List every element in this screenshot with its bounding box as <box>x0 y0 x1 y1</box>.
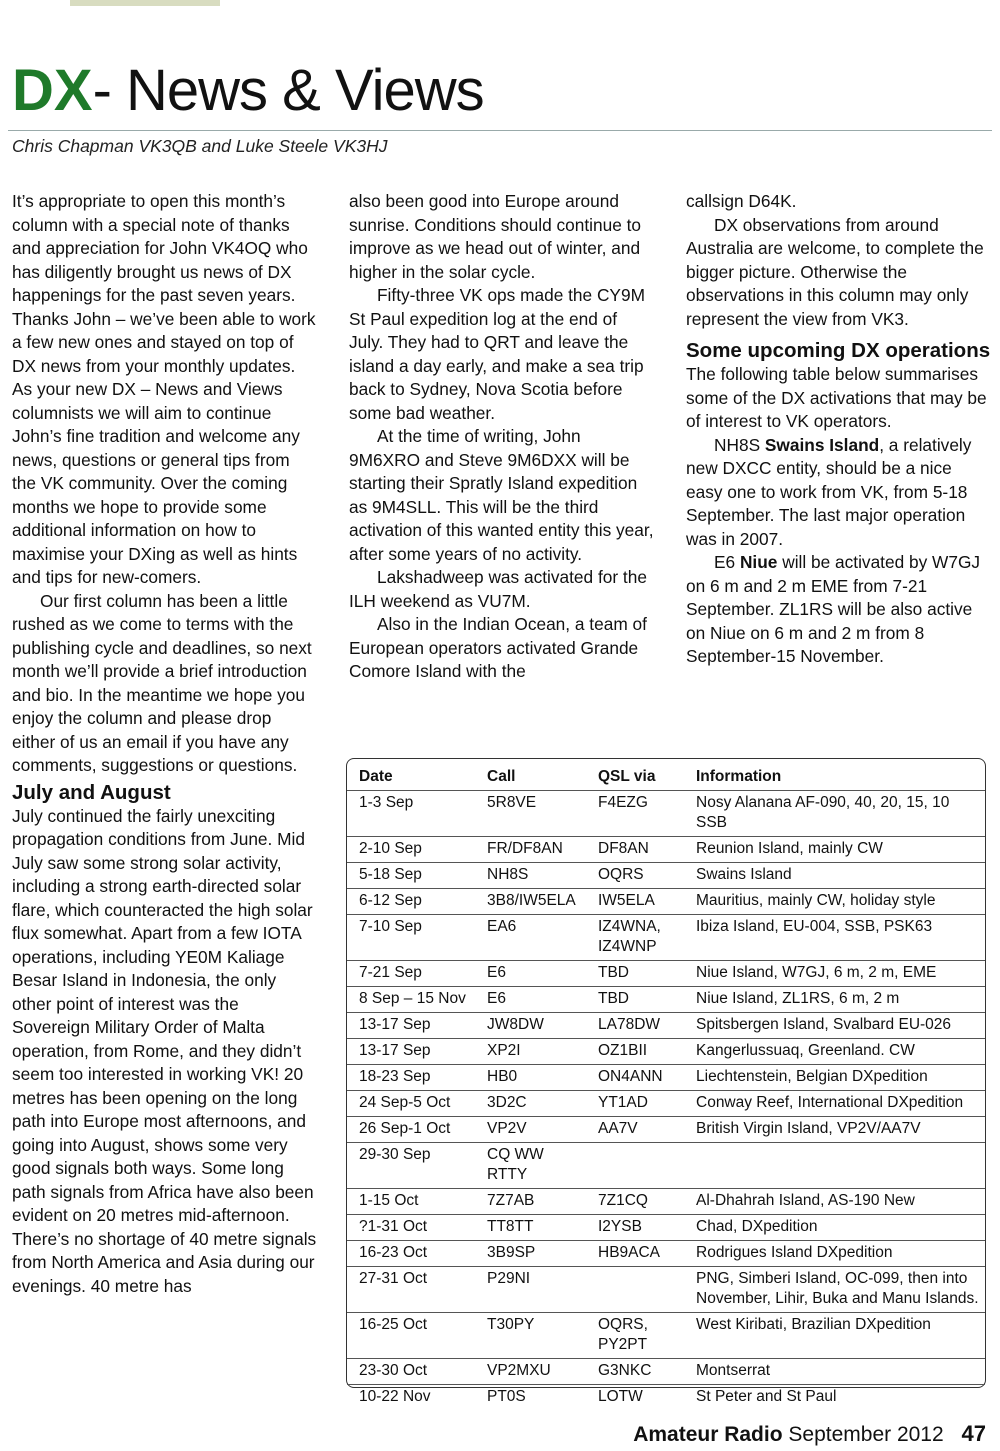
cell-date: 24 Sep-5 Oct <box>347 1091 475 1117</box>
cell-information: Niue Island, W7GJ, 6 m, 2 m, EME <box>684 961 985 987</box>
table-row <box>347 987 985 1013</box>
cell-information: Mauritius, mainly CW, holiday style <box>684 889 985 915</box>
cell-qsl: F4EZG <box>586 791 684 837</box>
header-qsl: QSL via <box>598 768 656 785</box>
table-row <box>347 1013 985 1039</box>
cell-information <box>684 1143 985 1189</box>
cell-qsl: ON4ANN <box>586 1065 684 1091</box>
cell-information: Chad, DXpedition <box>684 1215 985 1241</box>
paragraph: It’s appropriate to open this month’s column with a special note of thanks and appreciation for John VK4OQ who has diligently brought us news of DX happenings for the past seven years. Thanks John – we’ve been able to work a few new ones and stayed on top of DX news from your monthly updates. As your new DX – News and Views columnists we will aim to continue John’s fine tradition and welcome any news, questions or general tips from the VK community. Over the coming months we hope to provide some additional information on how to maximise your DXing as well as hints and tips for new-comers. <box>12 191 316 587</box>
table-row <box>347 961 985 987</box>
cell-information: Liechtenstein, Belgian DXpedition <box>684 1065 985 1091</box>
cell-date: 6-12 Sep <box>347 889 475 915</box>
paragraph: At the time of writing, John 9M6XRO and Steve 9M6DXX will be starting their Spratly Island expedition as 9M4SLL. This will be the third activation of this wanted entity this year, after some years of no activity. <box>349 426 654 564</box>
cell-information: West Kiribati, Brazilian DXpedition <box>684 1313 985 1359</box>
cell-information: Ibiza Island, EU-004, SSB, PSK63 <box>684 915 985 961</box>
cell-date: 7-21 Sep <box>347 961 475 987</box>
header-information: Information <box>696 768 782 785</box>
page-title <box>12 56 484 126</box>
cell-call: E6 <box>475 987 586 1013</box>
paragraph: The following table below summarises some of the DX activations that may be of interest to VK operators. <box>686 364 987 431</box>
cell-call: T30PY <box>475 1313 586 1359</box>
table-row <box>347 1385 985 1411</box>
cell-information: St Peter and St Paul <box>684 1385 985 1411</box>
cell-date: 1-15 Oct <box>347 1189 475 1215</box>
cell-qsl: IZ4WNA, IZ4WNP <box>586 915 684 961</box>
cell-qsl: TBD <box>586 961 684 987</box>
paragraph <box>686 434 991 552</box>
cell-date: 16-23 Oct <box>347 1241 475 1267</box>
cell-qsl: LOTW <box>586 1385 684 1411</box>
cell-qsl: LA78DW <box>586 1013 684 1039</box>
cell-qsl: TBD <box>586 987 684 1013</box>
cell-call: P29NI <box>475 1267 586 1313</box>
cell-date: 2-10 Sep <box>347 837 475 863</box>
text-span: NH8S <box>714 434 765 455</box>
cell-call: 3B9SP <box>475 1241 586 1267</box>
table-row <box>347 1215 985 1241</box>
header-date: Date <box>359 768 393 785</box>
cell-information: Montserrat <box>684 1359 985 1385</box>
paragraph: Our first column has been a little rushed as we come to terms with the publishing cycle and deadlines, so next month we’ll provide a brief introduction and bio. In the meantime we hope you enjoy the column and please drop either of us an email if you have any comments, suggestions or questions. <box>12 590 312 775</box>
cell-call: JW8DW <box>475 1013 586 1039</box>
cell-call: 3D2C <box>475 1091 586 1117</box>
page-number: 47 <box>961 1421 986 1446</box>
cell-qsl: I2YSB <box>586 1215 684 1241</box>
cell-date: 7-10 Sep <box>347 915 475 961</box>
cell-qsl: OQRS, PY2PT <box>586 1313 684 1359</box>
cell-qsl: G3NKC <box>586 1359 684 1385</box>
cell-qsl: OQRS <box>586 863 684 889</box>
cell-date: 29-30 Sep <box>347 1143 475 1189</box>
cell-information: Al-Dhahrah Island, AS-190 New <box>684 1189 985 1215</box>
cell-qsl: YT1AD <box>586 1091 684 1117</box>
paragraph: callsign D64K. <box>686 191 797 211</box>
paragraph: Also in the Indian Ocean, a team of European operators activated Grande Comore Island with the <box>349 614 647 681</box>
cell-call: XP2I <box>475 1039 586 1065</box>
cell-qsl: AA7V <box>586 1117 684 1143</box>
table-row <box>347 863 985 889</box>
paragraph: also been good into Europe around sunrise. Conditions should continue to improve as we head out of winter, and higher in the solar cycle. <box>349 191 642 282</box>
table-row <box>347 1359 985 1385</box>
table-row <box>347 1313 985 1359</box>
table-row <box>347 889 985 915</box>
table-row <box>347 1267 985 1313</box>
text-span: E6 <box>714 552 740 572</box>
cell-date: 10-22 Nov <box>347 1385 475 1411</box>
cell-date: 13-17 Sep <box>347 1013 475 1039</box>
cell-information: Swains Island <box>684 863 985 889</box>
cell-call: 5R8VE <box>475 791 586 837</box>
page-footer <box>633 1421 986 1447</box>
text-span: will be activated by W7GJ on 6 m and 2 m EME from 7-21 September. ZL1RS will be also active on Niue on 6 m and 2 m from 8 September-15 November. <box>686 552 981 666</box>
cell-information: Rodrigues Island DXpedition <box>684 1241 985 1267</box>
cell-date: 16-25 Oct <box>347 1313 475 1359</box>
section-heading-upcoming: Some upcoming DX operations <box>686 339 991 362</box>
cell-call: EA6 <box>475 915 586 961</box>
cell-information: Niue Island, ZL1RS, 6 m, 2 m <box>684 987 985 1013</box>
table-row <box>347 1241 985 1267</box>
table-row <box>347 791 985 837</box>
table-header-row <box>347 759 985 791</box>
cell-information: Reunion Island, mainly CW <box>684 837 985 863</box>
cell-call: 7Z7AB <box>475 1189 586 1215</box>
cell-qsl: DF8AN <box>586 837 684 863</box>
column-2 <box>349 190 654 684</box>
table-row <box>347 1189 985 1215</box>
table-row <box>347 1143 985 1189</box>
paragraph <box>686 551 991 669</box>
cell-call: NH8S <box>475 863 586 889</box>
table-row <box>347 837 985 863</box>
column-3 <box>686 190 991 669</box>
section-heading-july-august: July and August <box>12 780 171 804</box>
column-1 <box>12 190 317 1298</box>
table-row <box>347 1117 985 1143</box>
cell-call: VP2MXU <box>475 1359 586 1385</box>
title-rule <box>8 130 992 131</box>
cell-call: E6 <box>475 961 586 987</box>
cell-call: TT8TT <box>475 1215 586 1241</box>
cell-call: VP2V <box>475 1117 586 1143</box>
title-dx: DX <box>12 58 93 123</box>
cell-call: PT0S <box>475 1385 586 1411</box>
cell-information: Nosy Alanana AF-090, 40, 20, 15, 10 SSB <box>684 791 985 837</box>
paragraph: July continued the fairly unexciting propagation conditions from June. Mid July saw some strong solar activity, including a strong earth-directed solar flare, which counteracted the high solar flux somewhat. Apart from a few IOTA operations, including YE0M Kaliage Besar Island in Indonesia, the only other point of interest was the Sovereign Military Order of Malta operation, from Rome, and they didn’t seem too interested in working VK! 20 metres has been opening on the long path into Europe most afternoons, and going into August, shows some very good signals both ways. Some long path signals from Africa have also been evident on 20 metres mid-afternoon. There’s no shortage of 40 metre signals from North America and Asia during our evenings. 40 metre has <box>12 805 317 1296</box>
cell-call: 3B8/IW5ELA <box>475 889 586 915</box>
table-row <box>347 1091 985 1117</box>
cell-information: British Virgin Island, VP2V/AA7V <box>684 1117 985 1143</box>
paragraph: DX observations from around Australia are welcome, to complete the bigger picture. Otherwise the observations in this column may only represent the view from VK3. <box>686 214 984 329</box>
top-accent-bar <box>70 0 220 6</box>
table-row <box>347 1065 985 1091</box>
cell-information: PNG, Simberi Island, OC-099, then into November, Lihir, Buka and Manu Islands. <box>684 1267 985 1313</box>
byline: Chris Chapman VK3QB and Luke Steele VK3HJ <box>12 136 388 156</box>
table-row <box>347 1039 985 1065</box>
cell-date: 1-3 Sep <box>347 791 475 837</box>
title-rest: - News & Views <box>92 58 484 123</box>
table-row <box>347 915 985 961</box>
cell-qsl <box>586 1267 684 1313</box>
cell-information: Conway Reef, International DXpedition <box>684 1091 985 1117</box>
bold-span: Niue <box>739 552 778 572</box>
cell-qsl: IW5ELA <box>586 889 684 915</box>
header-call: Call <box>487 768 516 785</box>
paragraph: Lakshadweep was activated for the ILH weekend as VU7M. <box>349 567 647 611</box>
cell-qsl: HB9ACA <box>586 1241 684 1267</box>
text-span: , a relatively new DXCC entity, should be a nice easy one to work from VK, from 5-18 September. The last major operation was in 2007. <box>686 434 972 549</box>
cell-qsl: 7Z1CQ <box>586 1189 684 1215</box>
paragraph: Fifty-three VK ops made the CY9M St Paul expedition log at the end of July. They had to QRT and leave the island a day early, and make a sea trip back to Sydney, Nova Scotia before some bad weather. <box>349 285 645 423</box>
cell-date: 23-30 Oct <box>347 1359 475 1385</box>
bold-span: Swains Island <box>764 434 880 455</box>
issue-date: September 2012 <box>788 1423 944 1446</box>
dx-table-box <box>346 758 986 1405</box>
dx-operations-table <box>347 759 985 1410</box>
cell-qsl <box>586 1143 684 1189</box>
cell-call: FR/DF8AN <box>475 837 586 863</box>
cell-date: 8 Sep – 15 Nov <box>347 987 475 1013</box>
cell-information: Kangerlussuaq, Greenland. CW <box>684 1039 985 1065</box>
cell-call: HB0 <box>475 1065 586 1091</box>
magazine-name: Amateur Radio <box>633 1423 783 1446</box>
cell-information: Spitsbergen Island, Svalbard EU-026 <box>684 1013 985 1039</box>
cell-date: 5-18 Sep <box>347 863 475 889</box>
cell-date: 13-17 Sep <box>347 1039 475 1065</box>
cell-date: 26 Sep-1 Oct <box>347 1117 475 1143</box>
cell-qsl: OZ1BII <box>586 1039 684 1065</box>
cell-date: 27-31 Oct <box>347 1267 475 1313</box>
cell-date: ?1-31 Oct <box>347 1215 475 1241</box>
cell-date: 18-23 Sep <box>347 1065 475 1091</box>
cell-call: CQ WW RTTY <box>475 1143 586 1189</box>
